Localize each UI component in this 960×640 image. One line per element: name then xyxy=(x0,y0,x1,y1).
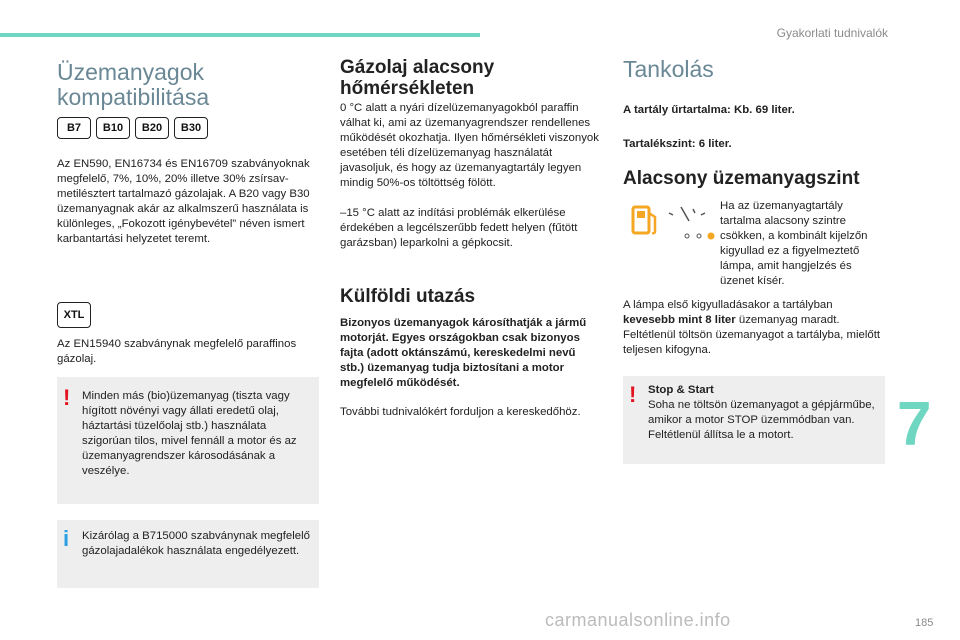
warning-icon: ! xyxy=(63,385,71,410)
fuel-warning-lamp-icon xyxy=(629,199,719,249)
info-box xyxy=(57,520,319,588)
warning-text: Minden más (bio)üzemanyag (tiszta vagy hígított növényi vagy állati eredetű olaj, háztartási tüzelőolaj stb.) használata szigorúan tilos, mivel fennáll a motor és az üzemanyagrendszer károsodásának a veszélye. xyxy=(82,390,297,477)
low-fuel-paragraph: A lámpa első kigyulladásakor a tartályban kevesebb mint 8 liter üzemanyag maradt. Feltétlenül töltsön üzemanyagot a tartályba, mielőtt teljesen kifogyna. xyxy=(623,299,881,356)
chapter-number: 7 xyxy=(897,390,932,459)
fuel-compat-title: Üzemanyagok kompatibilitása xyxy=(57,59,210,110)
travel-warning-paragraph: Bizonyos üzemanyagok károsíthatják a jármű motorját. Egyes országokban csak bizonyos fajta (adott oktánszámú, kereskedelmi nevű stb.) üzemanyag tudja biztosítani a motor megfelelő működését. xyxy=(340,317,587,389)
fuel-badge-b20: B20 xyxy=(135,117,169,139)
low-fuel-title: Alacsony üzemanyagszint xyxy=(623,168,860,189)
stop-start-box xyxy=(623,376,885,464)
fuel-badge-xtl: XTL xyxy=(57,302,91,328)
xtl-paragraph: Az EN15940 szabványnak megfelelő paraffinos gázolaj. xyxy=(57,338,297,365)
fuel-badge-b7: B7 xyxy=(57,117,91,139)
refuelling-title: Tankolás xyxy=(623,56,714,82)
info-icon: i xyxy=(63,526,70,551)
section-header: Gyakorlati tudnivalók xyxy=(776,26,888,40)
low-temp-paragraph-1: 0 °C alatt a nyári dízelüzemanyagokból paraffin válhat ki, ami az üzemanyagrendszer rendellenes működését okozhatja. Ilyen hőmérsékleti viszonyok esetében téli dízelüzemanyag használatát javasoljuk, és hogy az üzemanyagtartály legyen mindig 50%-os töltöttség fölött. xyxy=(340,102,599,189)
low-fuel-lamp-description: Ha az üzemanyagtartály tartalma alacsony szintre csökken, a kombinált kijelzőn kigyullad ez a figyelmeztető lámpa, amit hangjelzés és üzenet kísér. xyxy=(720,200,868,287)
low-temp-title: Gázolaj alacsony hőmérsékleten xyxy=(340,57,495,99)
reserve-level: Tartalékszint: 6 liter. xyxy=(623,138,732,150)
travel-abroad-title: Külföldi utazás xyxy=(340,286,476,307)
low-temp-paragraph-2: –15 °C alatt az indítási problémák elkerülése érdekében a legcélszerűbb fedett helyen (fűtött garázsban) leparkolni a gépkocsit. xyxy=(340,207,578,249)
travel-contact-paragraph: További tudnivalókért forduljon a kereskedőhöz. xyxy=(340,406,581,418)
stop-start-text: Stop & Start Soha ne töltsön üzemanyagot a gépjárműbe, amikor a motor STOP üzemmódban van. Feltétlenül állítsa le a motort. xyxy=(648,384,875,441)
fuel-badge-b10: B10 xyxy=(96,117,130,139)
tank-capacity: A tartály űrtartalma: Kb. 69 liter. xyxy=(623,104,795,116)
watermark: carmanualsonline.info xyxy=(545,610,731,630)
page-number: 185 xyxy=(915,617,934,629)
top-accent-bar xyxy=(0,33,480,37)
info-text: Kizárólag a B715000 szabványnak megfelelő gázolajadalékok használata engedélyezett. xyxy=(82,530,310,557)
fuel-badges xyxy=(57,117,208,139)
fuel-compat-paragraph: Az EN590, EN16734 és EN16709 szabványoknak megfelelő, 7%, 10%, 20% illetve 30% zsírsav-metilésztert tartalmazó gázolajak. A B20 vagy B30 üzemanyagnak akár az alkalmszerű használata is különleges, „Fokozott igénybevétel” néven ismert karbantartási helyzetet teremt. xyxy=(57,158,310,245)
warning-box xyxy=(57,377,319,504)
fuel-badge-b30: B30 xyxy=(174,117,208,139)
warning-icon: ! xyxy=(629,382,637,407)
